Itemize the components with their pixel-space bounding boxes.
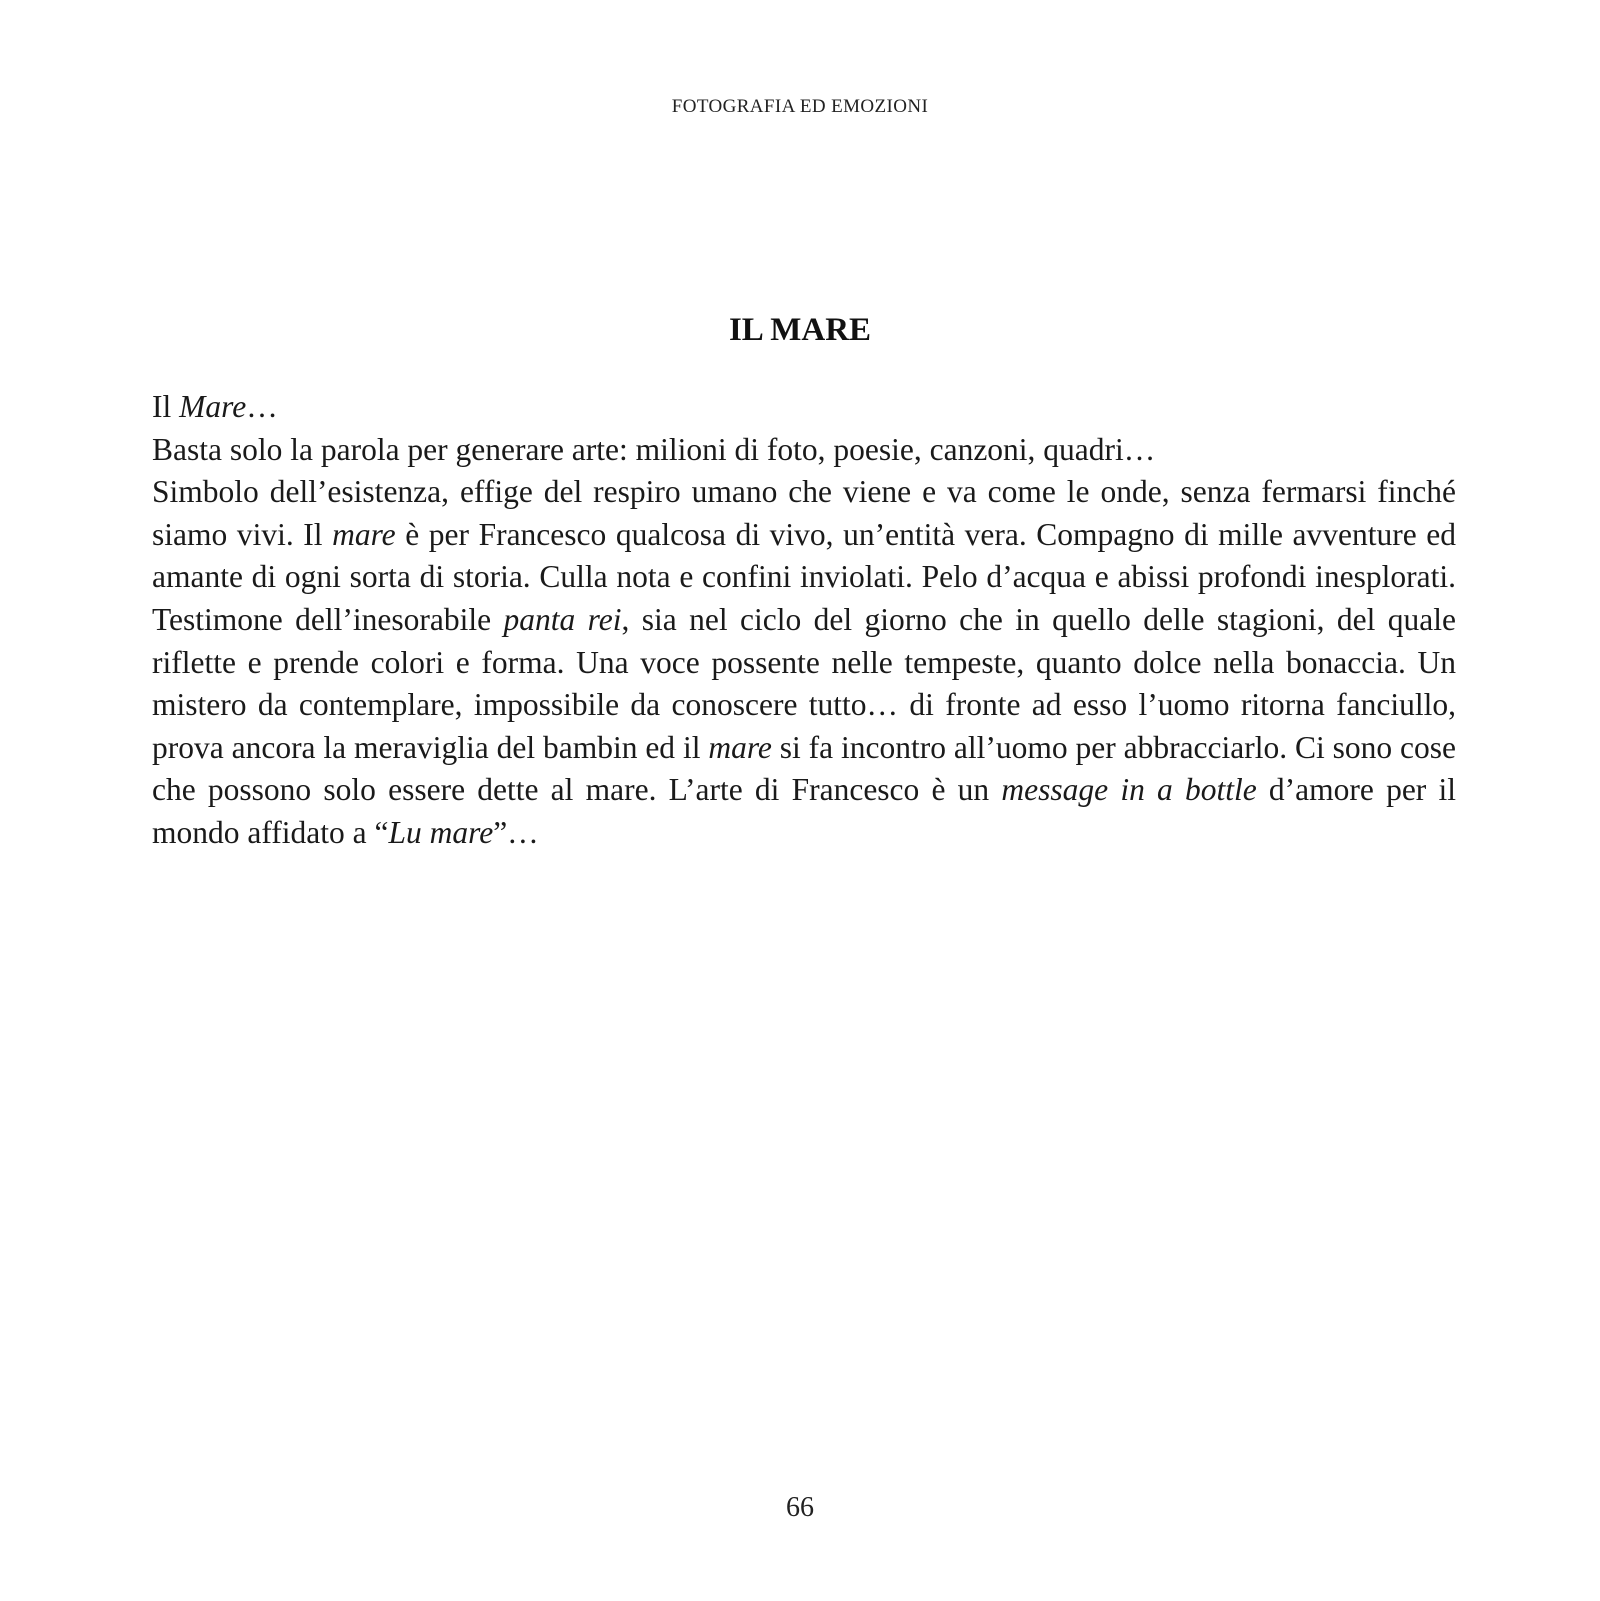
- opening-line-italic: Mare: [179, 389, 247, 424]
- running-header: FOTOGRAFIA ED EMOZIONI: [671, 96, 929, 117]
- paragraph-segment: si fa incontro all’uomo per abbracciarlo. Ci sono cose che possono solo essere dette al mare. L’arte di Francesco è un: [152, 729, 1456, 808]
- paragraph-italic: message in a bottle: [1001, 772, 1257, 808]
- paragraph-italic: panta rei: [503, 601, 622, 637]
- main-paragraph: [152, 471, 1456, 854]
- body-text: [152, 386, 1456, 855]
- paragraph-segment: è per Francesco qualcosa di vivo, un’entità vera. Compagno di mille avventure ed amante di ogni sorta di storia. Culla nota e confini inviolati. Pelo d’acqua e abissi profondi inesplorati. Testimone dell’inesorabile: [152, 516, 1456, 637]
- paragraph-segment: ”…: [493, 814, 539, 850]
- opening-line: [152, 386, 1456, 429]
- page-number: 66: [786, 1492, 814, 1523]
- second-line: Basta solo la parola per generare arte: milioni di foto, poesie, canzoni, quadri…: [152, 431, 1156, 467]
- paragraph-italic: mare: [332, 516, 396, 552]
- paragraph-segment: d’amore per il mondo affidato a “: [152, 772, 1456, 850]
- opening-line-prefix: Il: [152, 389, 180, 424]
- paragraph-italic: mare: [708, 729, 772, 765]
- paragraph-italic: Lu mare: [388, 814, 494, 850]
- opening-line-suffix: …: [246, 389, 278, 424]
- chapter-title: IL MARE: [728, 312, 872, 348]
- paragraph-segment: Simbolo dell’esistenza, effige del respiro umano che viene e va come le onde, senza fermarsi finché siamo vivi. Il: [152, 474, 1456, 552]
- paragraph-segment: , sia nel ciclo del giorno che in quello delle stagioni, del quale riflette e prende colori e forma. Una voce possente nelle tempeste, quanto dolce nella bonaccia. Un mistero da contemplare, impossibile da conoscere tutto… di fronte ad esso l’uomo ritorna fanciullo, prova ancora la meraviglia del bambin ed il: [152, 601, 1456, 765]
